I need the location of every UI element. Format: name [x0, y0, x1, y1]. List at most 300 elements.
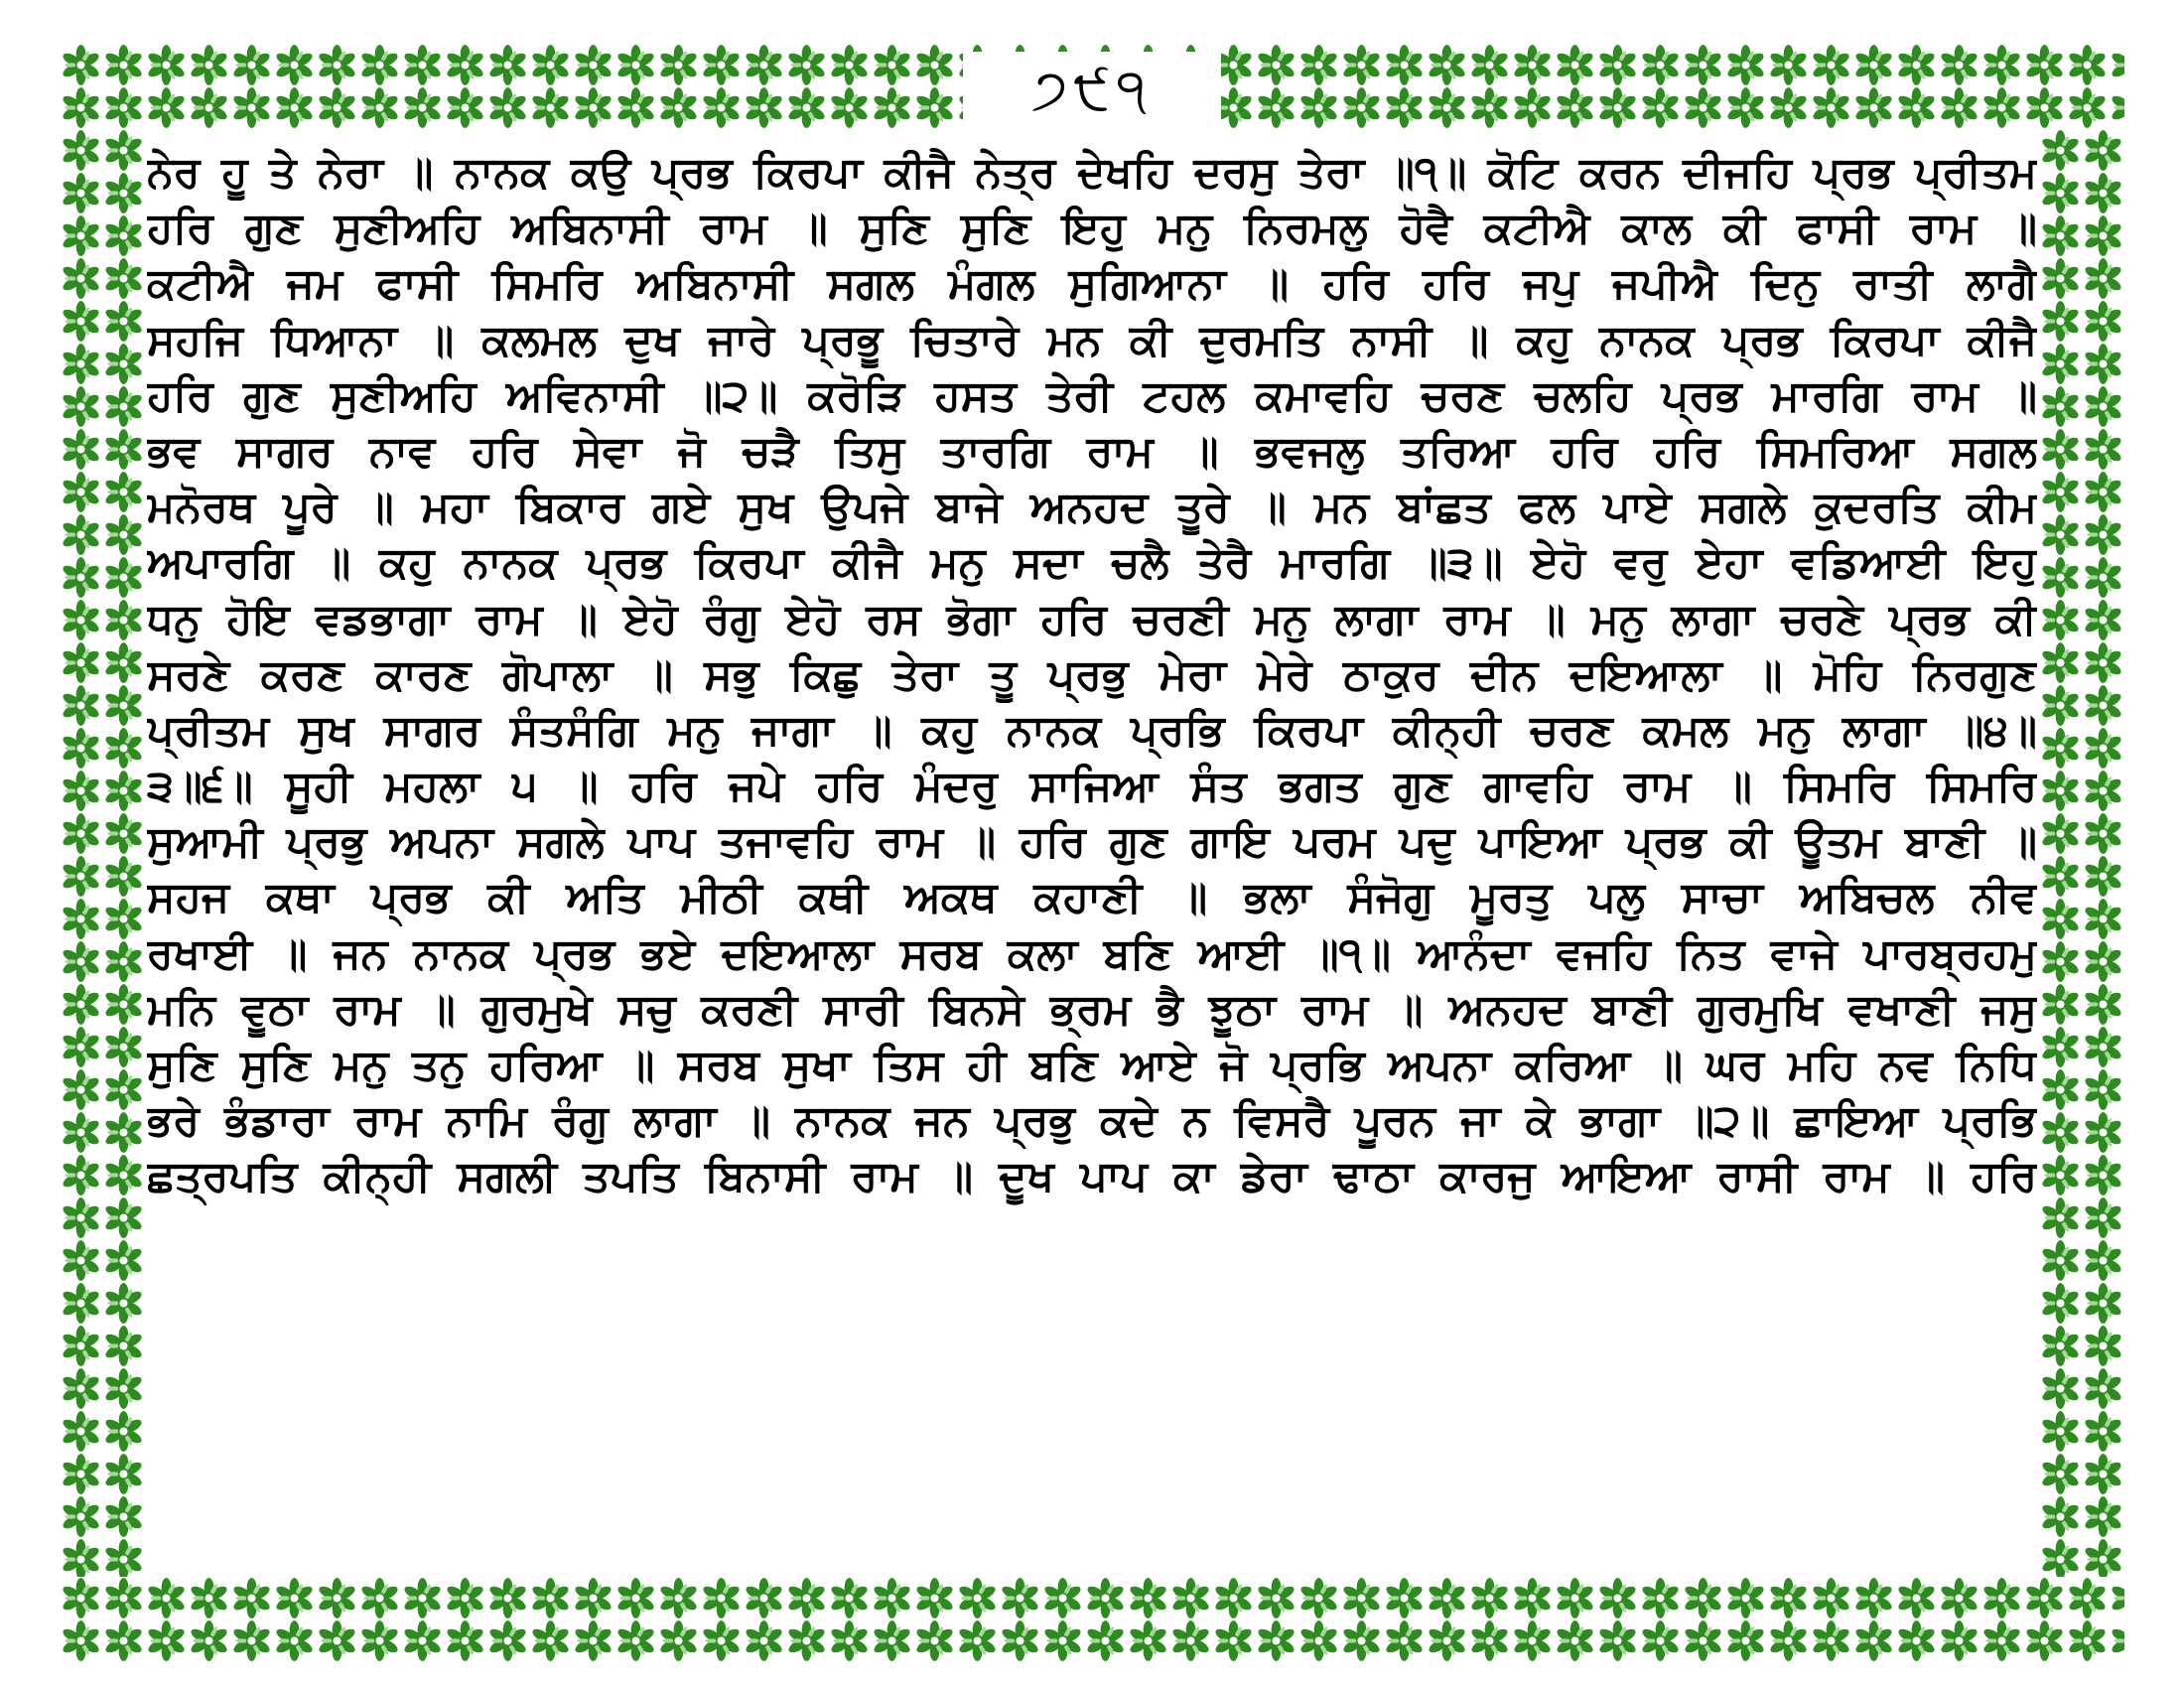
- flower-ornament-icon: [60, 1282, 102, 1325]
- flower-ornament-icon: [102, 983, 145, 1026]
- text-line-8: ਅਪਾਰਗਿ ॥ ਕਹੁ ਨਾਨਕ ਪ੍ਰਭ ਕਿਰਪਾ ਕੀਜੈ ਮਨੁ ਸਦਾ ਚਲੈ ਤੇਰੈ ਮਾਰਗਿ ॥੩॥ ਏਹੋ ਵਰੁ ਏਹਾ ਵਡਿਆਈ ਇਹੁ: [147, 538, 2037, 589]
- flower-ornament-icon: [1895, 1619, 1938, 1662]
- flower-ornament-icon: [60, 727, 102, 770]
- text-line-10: ਸਰਣੇ ਕਰਣ ਕਾਰਣ ਗੋਪਾਲਾ ॥ ਸਭੁ ਕਿਛੁ ਤੇਰਾ ਤੂ ਪ੍ਰਭੁ ਮੇਰਾ ਮੇਰੇ ਠਾਕੁਰ ਦੀਨ ਦਇਆਲਾ ॥ ਮੋਹਿ ਨਿਰਗੁਣ: [147, 649, 2037, 700]
- flower-ornament-icon: [1852, 44, 1895, 86]
- flower-ornament-icon: [2066, 44, 2109, 86]
- flower-ornament-icon: [444, 1577, 486, 1619]
- flower-ornament-icon: [1639, 44, 1682, 86]
- flower-ornament-icon: [2082, 428, 2124, 471]
- flower-ornament-icon: [102, 86, 145, 129]
- flower-ornament-icon: [1596, 1619, 1639, 1662]
- flower-ornament-icon: [2082, 898, 2124, 940]
- flower-ornament-icon: [60, 1495, 102, 1538]
- flower-ornament-icon: [1895, 44, 1938, 86]
- flower-ornament-icon: [102, 1367, 145, 1410]
- flower-ornament-icon: [1767, 44, 1810, 86]
- flower-ornament-icon: [60, 1453, 102, 1495]
- flower-ornament-icon: [60, 1196, 102, 1239]
- flower-ornament-icon: [2039, 940, 2082, 983]
- flower-ornament-icon: [60, 1367, 102, 1410]
- flower-ornament-icon: [2039, 428, 2082, 471]
- flower-ornament-icon: [785, 1619, 828, 1662]
- flower-ornament-icon: [486, 1577, 529, 1619]
- flower-ornament-icon: [2082, 940, 2124, 983]
- flower-ornament-icon: [102, 1196, 145, 1239]
- flower-ornament-icon: [2023, 1619, 2066, 1662]
- flower-ornament-icon: [102, 257, 145, 300]
- flower-ornament-icon: [1511, 44, 1554, 86]
- flower-ornament-icon: [102, 1538, 145, 1577]
- flower-ornament-icon: [529, 86, 572, 129]
- flower-ornament-icon: [102, 1325, 145, 1367]
- flower-ornament-icon: [2082, 214, 2124, 257]
- flower-ornament-icon: [60, 1577, 102, 1619]
- flower-ornament-icon: [2082, 812, 2124, 855]
- flower-ornament-icon: [316, 86, 358, 129]
- flower-ornament-icon: [2039, 1068, 2082, 1111]
- flower-ornament-icon: [1340, 86, 1383, 129]
- flower-ornament-icon: [2039, 812, 2082, 855]
- flower-ornament-icon: [1468, 1619, 1511, 1662]
- flower-ornament-icon: [2109, 1577, 2124, 1619]
- flower-ornament-icon: [1596, 44, 1639, 86]
- flower-ornament-icon: [2082, 727, 2124, 770]
- text-line-9: ਧਨੁ ਹੋਇ ਵਡਭਾਗਾ ਰਾਮ ॥ ਏਹੋ ਰੰਗੁ ਏਹੋ ਰਸ ਭੋਗਾ ਹਰਿ ਚਰਣੀ ਮਨੁ ਲਾਗਾ ਰਾਮ ॥ ਮਨੁ ਲਾਗਾ ਚਰਣੇ ਪ੍ਰਭ ਕੀ: [147, 594, 2037, 644]
- text-line-3: ਕਟੀਐ ਜਮ ਫਾਸੀ ਸਿਮਰਿ ਅਬਿਨਾਸੀ ਸਗਲ ਮੰਗਲ ਸੁਗਿਆਨਾ ॥ ਹਰਿ ਹਰਿ ਜਪੁ ਜਪੀਐ ਦਿਨੁ ਰਾਤੀ ਲਾਗੈ: [147, 259, 2037, 310]
- flower-ornament-icon: [102, 1282, 145, 1325]
- flower-ornament-icon: [1468, 1577, 1511, 1619]
- flower-ornament-icon: [102, 770, 145, 812]
- flower-ornament-icon: [2082, 983, 2124, 1026]
- flower-ornament-icon: [1127, 1619, 1169, 1662]
- flower-ornament-icon: [2082, 1453, 2124, 1495]
- flower-ornament-icon: [956, 1619, 999, 1662]
- flower-ornament-icon: [2039, 343, 2082, 385]
- flower-ornament-icon: [828, 1577, 871, 1619]
- flower-ornament-icon: [60, 1538, 102, 1577]
- flower-ornament-icon: [1383, 1619, 1426, 1662]
- flower-ornament-icon: [2039, 471, 2082, 513]
- flower-ornament-icon: [2039, 599, 2082, 641]
- flower-ornament-icon: [60, 1111, 102, 1154]
- text-line-18: ਭਰੇ ਭੰਡਾਰਾ ਰਾਮ ਨਾਮਿ ਰੰਗੁ ਲਾਗਾ ॥ ਨਾਨਕ ਜਨ ਪ੍ਰਭੁ ਕਦੇ ਨ ਵਿਸਰੈ ਪੂਰਨ ਜਾ ਕੇ ਭਾਗਾ ॥੨॥ ਛਾਇਆ ਪ੍ਰਭਿ: [147, 1096, 2037, 1147]
- flower-ornament-icon: [1554, 1577, 1596, 1619]
- flower-ornament-icon: [60, 513, 102, 556]
- text-line-16: ਮਨਿ ਵੂਠਾ ਰਾਮ ॥ ਗੁਰਮੁਖੇ ਸਚੁ ਕਰਣੀ ਸਾਰੀ ਬਿਨਸੇ ਭ੍ਰਮ ਭੈ ਝੂਠਾ ਰਾਮ ॥ ਅਨਹਦ ਬਾਣੀ ਗੁਰਮੁਖਿ ਵਖਾਣੀ ਜਸੁ: [147, 984, 2037, 1035]
- flower-ornament-icon: [2039, 1495, 2082, 1538]
- flower-ornament-icon: [358, 1619, 401, 1662]
- flower-ornament-icon: [2082, 556, 2124, 599]
- flower-ornament-icon: [102, 385, 145, 428]
- flower-ornament-icon: [700, 86, 743, 129]
- flower-ornament-icon: [657, 44, 700, 86]
- flower-ornament-icon: [316, 1619, 358, 1662]
- flower-ornament-icon: [1810, 1619, 1852, 1662]
- flower-ornament-icon: [1682, 86, 1724, 129]
- flower-ornament-icon: [529, 1619, 572, 1662]
- flower-ornament-icon: [60, 257, 102, 300]
- flower-ornament-icon: [2039, 1239, 2082, 1282]
- flower-ornament-icon: [358, 44, 401, 86]
- flower-ornament-icon: [2082, 1495, 2124, 1538]
- flower-ornament-icon: [913, 1577, 956, 1619]
- flower-ornament-icon: [60, 1026, 102, 1068]
- flower-ornament-icon: [2082, 343, 2124, 385]
- flower-ornament-icon: [444, 1619, 486, 1662]
- flower-ornament-icon: [2039, 214, 2082, 257]
- flower-ornament-icon: [614, 86, 657, 129]
- flower-ornament-icon: [60, 855, 102, 898]
- flower-ornament-icon: [188, 86, 230, 129]
- flower-ornament-icon: [2066, 1619, 2109, 1662]
- flower-ornament-icon: [1340, 1619, 1383, 1662]
- flower-ornament-icon: [1852, 1577, 1895, 1619]
- flower-ornament-icon: [1895, 86, 1938, 129]
- flower-ornament-icon: [102, 343, 145, 385]
- flower-ornament-icon: [999, 1619, 1041, 1662]
- flower-ornament-icon: [2039, 1325, 2082, 1367]
- flower-ornament-icon: [102, 1239, 145, 1282]
- flower-ornament-icon: [145, 86, 188, 129]
- flower-ornament-icon: [1767, 86, 1810, 129]
- flower-ornament-icon: [2082, 1367, 2124, 1410]
- flower-ornament-icon: [743, 86, 785, 129]
- flower-ornament-icon: [1554, 86, 1596, 129]
- flower-ornament-icon: [145, 1619, 188, 1662]
- flower-ornament-icon: [60, 599, 102, 641]
- flower-ornament-icon: [1810, 86, 1852, 129]
- flower-ornament-icon: [913, 1619, 956, 1662]
- flower-ornament-icon: [273, 86, 316, 129]
- flower-ornament-icon: [230, 1619, 273, 1662]
- flower-ornament-icon: [60, 1410, 102, 1453]
- page-number: ੭੯੧: [1031, 58, 1153, 122]
- flower-ornament-icon: [316, 44, 358, 86]
- flower-ornament-icon: [2039, 1026, 2082, 1068]
- flower-ornament-icon: [1041, 1577, 1084, 1619]
- flower-ornament-icon: [2082, 1410, 2124, 1453]
- flower-ornament-icon: [2082, 1325, 2124, 1367]
- flower-ornament-icon: [2039, 129, 2082, 172]
- flower-ornament-icon: [60, 770, 102, 812]
- flower-ornament-icon: [828, 86, 871, 129]
- flower-ornament-icon: [273, 1619, 316, 1662]
- flower-ornament-icon: [1255, 1577, 1297, 1619]
- flower-ornament-icon: [2039, 513, 2082, 556]
- flower-ornament-icon: [1426, 44, 1468, 86]
- flower-ornament-icon: [1767, 1619, 1810, 1662]
- text-line-15: ਰਖਾਈ ॥ ਜਨ ਨਾਨਕ ਪ੍ਰਭ ਭਏ ਦਇਆਲਾ ਸਰਬ ਕਲਾ ਬਣਿ ਆਈ ॥੧॥ ਆਨੰਦਾ ਵਜਹਿ ਨਿਤ ਵਾਜੇ ਪਾਰਬ੍ਰਹਮੁ: [147, 928, 2037, 979]
- flower-ornament-icon: [1212, 1577, 1255, 1619]
- flower-ornament-icon: [1639, 1577, 1682, 1619]
- flower-ornament-icon: [2082, 1538, 2124, 1577]
- flower-ornament-icon: [102, 898, 145, 940]
- flower-ornament-icon: [2039, 898, 2082, 940]
- flower-ornament-icon: [1084, 1577, 1127, 1619]
- flower-ornament-icon: [2082, 1111, 2124, 1154]
- flower-ornament-icon: [102, 428, 145, 471]
- flower-ornament-icon: [60, 343, 102, 385]
- flower-ornament-icon: [1852, 1619, 1895, 1662]
- flower-ornament-icon: [700, 1577, 743, 1619]
- text-line-1: ਨੇਰ ਹੂ ਤੇ ਨੇਰਾ ॥ ਨਾਨਕ ਕਉ ਪ੍ਰਭ ਕਿਰਪਾ ਕੀਜੈ ਨੇਤ੍ਰ ਦੇਖਹਿ ਦਰਸੁ ਤੇਰਾ ॥੧॥ ਕੋਟਿ ਕਰਨ ਦੀਜਹਿ ਪ੍ਰਭ ਪ੍ਰੀਤਮ: [147, 148, 2037, 198]
- flower-ornament-icon: [1682, 1619, 1724, 1662]
- flower-ornament-icon: [871, 44, 913, 86]
- flower-ornament-icon: [1383, 86, 1426, 129]
- flower-ornament-icon: [2082, 172, 2124, 214]
- flower-ornament-icon: [188, 1577, 230, 1619]
- flower-ornament-icon: [2039, 1410, 2082, 1453]
- flower-ornament-icon: [145, 1577, 188, 1619]
- flower-ornament-icon: [2039, 855, 2082, 898]
- flower-ornament-icon: [102, 684, 145, 727]
- flower-ornament-icon: [1511, 1619, 1554, 1662]
- flower-ornament-icon: [102, 471, 145, 513]
- flower-ornament-icon: [102, 513, 145, 556]
- flower-ornament-icon: [2039, 1154, 2082, 1196]
- flower-ornament-icon: [102, 172, 145, 214]
- flower-ornament-icon: [230, 1577, 273, 1619]
- flower-ornament-icon: [2039, 1367, 2082, 1410]
- flower-ornament-icon: [529, 1577, 572, 1619]
- flower-ornament-icon: [614, 1619, 657, 1662]
- text-line-17: ਸੁਣਿ ਸੁਣਿ ਮਨੁ ਤਨੁ ਹਰਿਆ ॥ ਸਰਬ ਸੁਖਾ ਤਿਸ ਹੀ ਬਣਿ ਆਏ ਜੋ ਪ੍ਰਭਿ ਅਪਨਾ ਕਰਿਆ ॥ ਘਰ ਮਹਿ ਨਵ ਨਿਧਿ: [147, 1041, 2037, 1090]
- flower-ornament-icon: [1511, 86, 1554, 129]
- text-line-12: ੩॥੬॥ ਸੂਹੀ ਮਹਲਾ ੫ ॥ ਹਰਿ ਜਪੇ ਹਰਿ ਮੰਦਰੁ ਸਾਜਿਆ ਸੰਤ ਭਗਤ ਗੁਣ ਗਾਵਹਿ ਰਾਮ ॥ ਸਿਮਰਿ ਸਿਮਰਿ: [147, 762, 2037, 812]
- flower-ornament-icon: [358, 1577, 401, 1619]
- flower-ornament-icon: [956, 1577, 999, 1619]
- flower-ornament-icon: [102, 1410, 145, 1453]
- flower-ornament-icon: [1639, 1619, 1682, 1662]
- flower-ornament-icon: [913, 86, 956, 129]
- flower-ornament-icon: [60, 300, 102, 343]
- text-line-14: ਸਹਜ ਕਥਾ ਪ੍ਰਭ ਕੀ ਅਤਿ ਮੀਠੀ ਕਥੀ ਅਕਥ ਕਹਾਣੀ ॥ ਭਲਾ ਸੰਜੋਗੁ ਮੂਰਤੁ ਪਲੁ ਸਾਚਾ ਅਬਿਚਲ ਨੀਵ: [147, 873, 2037, 923]
- flower-ornament-icon: [2039, 983, 2082, 1026]
- flower-ornament-icon: [1041, 1619, 1084, 1662]
- flower-ornament-icon: [2082, 471, 2124, 513]
- flower-ornament-icon: [871, 1577, 913, 1619]
- flower-ornament-icon: [102, 1026, 145, 1068]
- flower-ornament-icon: [102, 727, 145, 770]
- flower-ornament-icon: [1980, 1577, 2023, 1619]
- flower-ornament-icon: [657, 1619, 700, 1662]
- flower-ornament-icon: [230, 44, 273, 86]
- flower-ornament-icon: [60, 641, 102, 684]
- flower-ornament-icon: [1596, 1577, 1639, 1619]
- flower-ornament-icon: [1383, 44, 1426, 86]
- flower-ornament-icon: [1468, 86, 1511, 129]
- flower-ornament-icon: [273, 1577, 316, 1619]
- flower-ornament-icon: [2082, 684, 2124, 727]
- flower-ornament-icon: [2039, 1196, 2082, 1239]
- flower-ornament-icon: [60, 214, 102, 257]
- flower-ornament-icon: [2082, 1026, 2124, 1068]
- flower-ornament-icon: [1426, 1619, 1468, 1662]
- flower-ornament-icon: [871, 1619, 913, 1662]
- flower-ornament-icon: [2023, 86, 2066, 129]
- flower-ornament-icon: [102, 300, 145, 343]
- flower-ornament-icon: [2082, 1196, 2124, 1239]
- flower-ornament-icon: [2039, 641, 2082, 684]
- flower-ornament-icon: [2039, 1282, 2082, 1325]
- flower-ornament-icon: [1297, 1619, 1340, 1662]
- flower-ornament-icon: [1980, 1619, 2023, 1662]
- flower-ornament-icon: [102, 1453, 145, 1495]
- flower-ornament-icon: [1340, 1577, 1383, 1619]
- flower-ornament-icon: [2039, 727, 2082, 770]
- flower-ornament-icon: [102, 1577, 145, 1619]
- bottom-floral-border: [60, 1577, 2124, 1662]
- flower-ornament-icon: [700, 1619, 743, 1662]
- flower-ornament-icon: [2023, 44, 2066, 86]
- flower-ornament-icon: [401, 1577, 444, 1619]
- flower-ornament-icon: [1938, 1577, 1980, 1619]
- page-number-container: [963, 52, 1221, 129]
- flower-ornament-icon: [1169, 1619, 1212, 1662]
- flower-ornament-icon: [1383, 1577, 1426, 1619]
- flower-ornament-icon: [1938, 44, 1980, 86]
- text-line-13: ਸੁਆਮੀ ਪ੍ਰਭੁ ਅਪਨਾ ਸਗਲੇ ਪਾਪ ਤਜਾਵਹਿ ਰਾਮ ॥ ਹਰਿ ਗੁਣ ਗਾਇ ਪਰਮ ਪਦੁ ਪਾਇਆ ਪ੍ਰਭ ਕੀ ਊਤਮ ਬਾਣੀ ॥: [147, 817, 2037, 868]
- flower-ornament-icon: [2039, 257, 2082, 300]
- flower-ornament-icon: [828, 1619, 871, 1662]
- flower-ornament-icon: [828, 44, 871, 86]
- flower-ornament-icon: [60, 940, 102, 983]
- flower-ornament-icon: [102, 214, 145, 257]
- flower-ornament-icon: [2039, 1538, 2082, 1577]
- flower-ornament-icon: [785, 44, 828, 86]
- flower-ornament-icon: [273, 44, 316, 86]
- flower-ornament-icon: [358, 86, 401, 129]
- text-line-7: ਮਨੋਰਥ ਪੂਰੇ ॥ ਮਹਾ ਬਿਕਾਰ ਗਏ ਸੁਖ ਉਪਜੇ ਬਾਜੇ ਅਨਹਦ ਤੂਰੇ ॥ ਮਨ ਬਾਂਛਤ ਫਲ ਪਾਏ ਸਗਲੇ ਕੁਦਰਤਿ ਕੀਮ: [147, 483, 2037, 533]
- flower-ornament-icon: [102, 556, 145, 599]
- flower-ornament-icon: [2082, 129, 2124, 172]
- flower-ornament-icon: [913, 44, 956, 86]
- flower-ornament-icon: [60, 684, 102, 727]
- flower-ornament-icon: [700, 44, 743, 86]
- text-line-2: ਹਰਿ ਗੁਣ ਸੁਣੀਅਹਿ ਅਬਿਨਾਸੀ ਰਾਮ ॥ ਸੁਣਿ ਸੁਣਿ ਇਹੁ ਮਨੁ ਨਿਰਮਲੁ ਹੋਵੈ ਕਟੀਐ ਕਾਲ ਕੀ ਫਾਸੀ ਰਾਮ ॥: [147, 204, 2037, 254]
- flower-ornament-icon: [2082, 855, 2124, 898]
- flower-ornament-icon: [1938, 86, 1980, 129]
- text-line-5: ਹਰਿ ਗੁਣ ਸੁਣੀਅਹਿ ਅਵਿਨਾਸੀ ॥੨॥ ਕਰੋੜਿ ਹਸਤ ਤੇਰੀ ਟਹਲ ਕਮਾਵਹਿ ਚਰਣ ਚਲਹਿ ਪ੍ਰਭ ਮਾਰਗਿ ਰਾਮ ॥: [147, 370, 2037, 421]
- flower-ornament-icon: [1724, 86, 1767, 129]
- flower-ornament-icon: [102, 940, 145, 983]
- flower-ornament-icon: [188, 1619, 230, 1662]
- flower-ornament-icon: [60, 172, 102, 214]
- flower-ornament-icon: [444, 86, 486, 129]
- flower-ornament-icon: [1980, 44, 2023, 86]
- flower-ornament-icon: [2082, 770, 2124, 812]
- flower-ornament-icon: [145, 44, 188, 86]
- flower-ornament-icon: [1810, 1577, 1852, 1619]
- flower-ornament-icon: [102, 129, 145, 172]
- flower-ornament-icon: [401, 44, 444, 86]
- flower-ornament-icon: [1682, 44, 1724, 86]
- scripture-text-block: [147, 145, 2037, 1565]
- flower-ornament-icon: [2039, 1111, 2082, 1154]
- flower-ornament-icon: [60, 898, 102, 940]
- flower-ornament-icon: [2082, 257, 2124, 300]
- flower-ornament-icon: [743, 1619, 785, 1662]
- flower-ornament-icon: [1596, 86, 1639, 129]
- flower-ornament-icon: [102, 1111, 145, 1154]
- flower-ornament-icon: [1724, 44, 1767, 86]
- flower-ornament-icon: [60, 1325, 102, 1367]
- flower-ornament-icon: [572, 86, 614, 129]
- flower-ornament-icon: [102, 1154, 145, 1196]
- text-line-4: ਸਹਜਿ ਧਿਆਨਾ ॥ ਕਲਮਲ ਦੁਖ ਜਾਰੇ ਪ੍ਰਭੂ ਚਿਤਾਰੇ ਮਨ ਕੀ ਦੁਰਮਤਿ ਨਾਸੀ ॥ ਕਹੁ ਨਾਨਕ ਪ੍ਰਭ ਕਿਰਪਾ ਕੀਜੈ: [147, 315, 2037, 365]
- flower-ornament-icon: [2082, 599, 2124, 641]
- flower-ornament-icon: [486, 1619, 529, 1662]
- flower-ornament-icon: [102, 599, 145, 641]
- flower-ornament-icon: [2066, 1577, 2109, 1619]
- flower-ornament-icon: [2039, 172, 2082, 214]
- flower-ornament-icon: [102, 812, 145, 855]
- flower-ornament-icon: [1852, 86, 1895, 129]
- flower-ornament-icon: [1255, 86, 1297, 129]
- flower-ornament-icon: [1468, 44, 1511, 86]
- flower-ornament-icon: [871, 86, 913, 129]
- flower-ornament-icon: [1682, 1577, 1724, 1619]
- flower-ornament-icon: [102, 1068, 145, 1111]
- flower-ornament-icon: [2082, 1282, 2124, 1325]
- flower-ornament-icon: [1084, 1619, 1127, 1662]
- flower-ornament-icon: [401, 86, 444, 129]
- flower-ornament-icon: [486, 44, 529, 86]
- flower-ornament-icon: [102, 1619, 145, 1662]
- flower-ornament-icon: [2039, 770, 2082, 812]
- flower-ornament-icon: [102, 1495, 145, 1538]
- flower-ornament-icon: [60, 556, 102, 599]
- text-line-11: ਪ੍ਰੀਤਮ ਸੁਖ ਸਾਗਰ ਸੰਤਸੰਗਿ ਮਨੁ ਜਾਗਾ ॥ ਕਹੁ ਨਾਨਕ ਪ੍ਰਭਿ ਕਿਰਪਾ ਕੀਨ੍ਹੀ ਚਰਣ ਕਮਲ ਮਨੁ ਲਾਗਾ ॥੪॥: [147, 705, 2037, 756]
- flower-ornament-icon: [230, 86, 273, 129]
- flower-ornament-icon: [1212, 1619, 1255, 1662]
- flower-ornament-icon: [1938, 1619, 1980, 1662]
- flower-ornament-icon: [2066, 86, 2109, 129]
- flower-ornament-icon: [2082, 385, 2124, 428]
- flower-ornament-icon: [743, 1577, 785, 1619]
- flower-ornament-icon: [1297, 1577, 1340, 1619]
- right-floral-border: [2039, 129, 2124, 1577]
- flower-ornament-icon: [2109, 44, 2124, 86]
- flower-ornament-icon: [1297, 44, 1340, 86]
- flower-ornament-icon: [2039, 556, 2082, 599]
- flower-ornament-icon: [2109, 1619, 2124, 1662]
- flower-ornament-icon: [743, 44, 785, 86]
- flower-ornament-icon: [1554, 1619, 1596, 1662]
- flower-ornament-icon: [1724, 1619, 1767, 1662]
- flower-ornament-icon: [1340, 44, 1383, 86]
- flower-ornament-icon: [1639, 86, 1682, 129]
- flower-ornament-icon: [60, 1154, 102, 1196]
- flower-ornament-icon: [1724, 1577, 1767, 1619]
- flower-ornament-icon: [572, 44, 614, 86]
- text-line-19: ਛਤ੍ਰਪਤਿ ਕੀਨ੍ਹੀ ਸਗਲੀ ਤਪਤਿ ਬਿਨਾਸੀ ਰਾਮ ॥ ਦੂਖ ਪਾਪ ਕਾ ਡੇਰਾ ਢਾਠਾ ਕਾਰਜੁ ਆਇਆ ਰਾਸੀ ਰਾਮ ॥ ਹਰਿ: [147, 1152, 2037, 1202]
- flower-ornament-icon: [2039, 300, 2082, 343]
- flower-ornament-icon: [2082, 1239, 2124, 1282]
- flower-ornament-icon: [1169, 1577, 1212, 1619]
- flower-ornament-icon: [1810, 44, 1852, 86]
- flower-ornament-icon: [2023, 1577, 2066, 1619]
- flower-ornament-icon: [60, 428, 102, 471]
- flower-ornament-icon: [486, 86, 529, 129]
- flower-ornament-icon: [60, 983, 102, 1026]
- flower-ornament-icon: [60, 44, 102, 86]
- flower-ornament-icon: [614, 1577, 657, 1619]
- text-line-6: ਭਵ ਸਾਗਰ ਨਾਵ ਹਰਿ ਸੇਵਾ ਜੋ ਚੜੈ ਤਿਸੁ ਤਾਰਗਿ ਰਾਮ ॥ ਭਵਜਲੁ ਤਰਿਆ ਹਰਿ ਹਰਿ ਸਿਮਰਿਆ ਸਗਲ: [147, 426, 2037, 477]
- flower-ornament-icon: [60, 86, 102, 129]
- flower-ornament-icon: [2082, 513, 2124, 556]
